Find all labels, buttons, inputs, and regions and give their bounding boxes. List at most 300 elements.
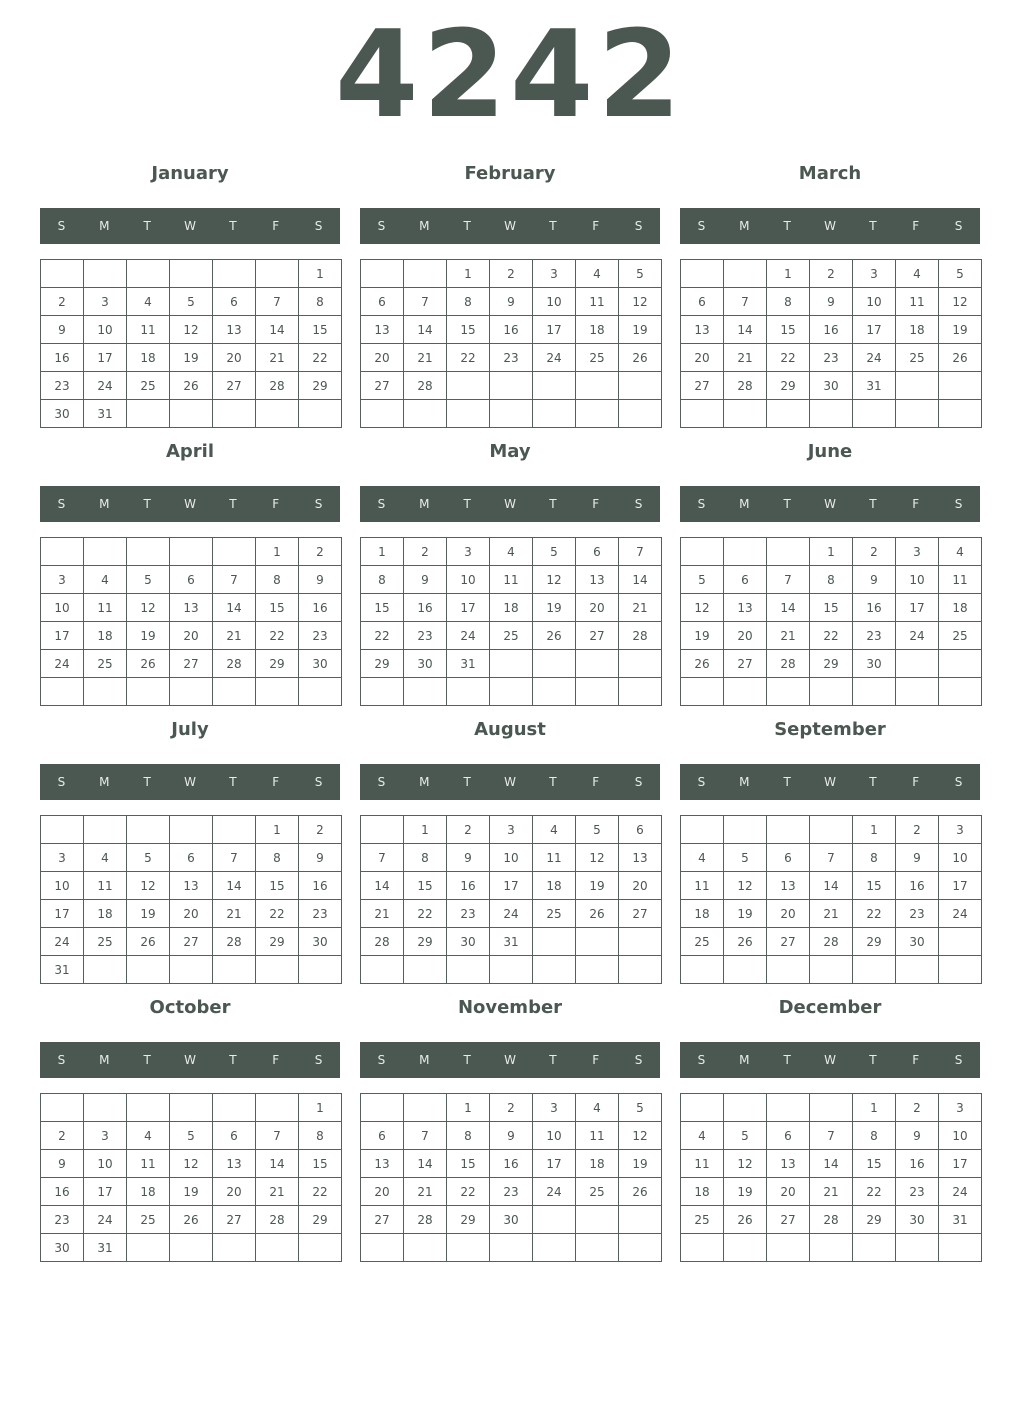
day-cell: 25 [681,1206,724,1234]
day-cell: 6 [767,844,810,872]
day-cell: 18 [896,316,939,344]
day-cell [724,816,767,844]
day-cell: 26 [170,372,213,400]
weekday-label: T [143,1053,151,1067]
weekday-label: F [592,1053,600,1067]
day-cell: 21 [619,594,662,622]
weekday-label: W [824,1053,836,1067]
day-cell: 30 [41,1234,84,1262]
day-cell [619,650,662,678]
day-cell [724,1094,767,1122]
day-cell: 14 [404,1150,447,1178]
day-cell: 9 [299,566,342,594]
week-row [41,650,342,678]
weekday-header [680,1042,980,1078]
weekday-header [360,1042,660,1078]
day-cell [619,400,662,428]
day-cell: 8 [256,844,299,872]
day-cell: 31 [490,928,533,956]
day-cell: 7 [810,1122,853,1150]
weekday-label: T [463,1053,471,1067]
day-cell [447,372,490,400]
weekday-label: S [314,1053,323,1067]
weekday-label: T [229,497,237,511]
day-cell: 24 [490,900,533,928]
day-cell: 19 [619,1150,662,1178]
day-cell: 8 [810,566,853,594]
day-cell: 11 [681,1150,724,1178]
week-row [361,1150,662,1178]
day-cell [767,956,810,984]
month-name: May [489,441,531,462]
day-cell [533,400,576,428]
week-row [41,1178,342,1206]
day-cell: 23 [490,1178,533,1206]
day-cell [681,400,724,428]
day-cell: 5 [939,260,982,288]
day-cell [767,1094,810,1122]
week-row [41,566,342,594]
day-cell: 27 [767,1206,810,1234]
day-cell [619,372,662,400]
weekday-label: T [463,497,471,511]
day-cell: 9 [490,288,533,316]
day-cell [490,956,533,984]
day-cell: 31 [447,650,490,678]
day-cell: 30 [41,400,84,428]
day-cell [213,678,256,706]
day-grid [680,815,982,984]
day-cell: 27 [767,928,810,956]
day-cell: 22 [256,622,299,650]
weekday-label: T [549,219,557,233]
week-row [361,872,662,900]
week-row [41,1206,342,1234]
weekday-label: F [912,775,920,789]
weekday-label: S [954,219,963,233]
day-cell [447,956,490,984]
weekday-label: W [504,1053,516,1067]
day-cell: 24 [853,344,896,372]
day-cell: 4 [84,566,127,594]
week-row [41,400,342,428]
day-cell: 9 [810,288,853,316]
day-cell: 31 [41,956,84,984]
week-row [681,1094,982,1122]
day-cell: 3 [853,260,896,288]
week-row [41,260,342,288]
day-cell: 24 [84,1206,127,1234]
week-row [361,1234,662,1262]
day-grid [360,537,662,706]
day-cell: 25 [84,928,127,956]
week-row [681,900,982,928]
weekday-label: M [739,1053,750,1067]
month-february [360,163,660,393]
day-cell: 14 [256,1150,299,1178]
day-cell: 25 [939,622,982,650]
weekday-label: S [57,1053,66,1067]
weekday-header [360,208,660,244]
weekday-label: S [314,219,323,233]
day-cell: 28 [256,1206,299,1234]
day-cell: 2 [447,816,490,844]
day-cell: 6 [681,288,724,316]
day-cell [213,1094,256,1122]
day-cell: 20 [767,1178,810,1206]
day-cell: 25 [681,928,724,956]
week-row [41,928,342,956]
day-cell: 26 [533,622,576,650]
day-cell: 7 [361,844,404,872]
week-row [681,872,982,900]
weekday-label: F [272,219,280,233]
month-name: March [798,163,862,184]
day-cell [256,260,299,288]
day-cell: 10 [853,288,896,316]
day-cell: 1 [447,260,490,288]
day-cell: 24 [939,1178,982,1206]
day-cell [256,956,299,984]
weekday-label: F [592,775,600,789]
day-cell: 3 [533,260,576,288]
week-row [681,1206,982,1234]
day-cell: 3 [939,816,982,844]
day-cell: 12 [681,594,724,622]
day-cell: 4 [681,1122,724,1150]
day-cell [853,1234,896,1262]
day-cell: 12 [619,1122,662,1150]
day-cell: 17 [896,594,939,622]
day-cell: 4 [681,844,724,872]
day-cell: 11 [576,288,619,316]
week-row [681,1122,982,1150]
week-row [361,1094,662,1122]
weekday-label: W [504,219,516,233]
day-cell: 7 [213,566,256,594]
day-cell: 26 [170,1206,213,1234]
day-cell [361,956,404,984]
week-row [681,816,982,844]
day-cell [361,1234,404,1262]
day-cell: 11 [127,1150,170,1178]
week-row [361,1178,662,1206]
day-cell: 23 [41,372,84,400]
day-cell [490,372,533,400]
day-cell [213,956,256,984]
day-cell [170,956,213,984]
day-cell: 13 [619,844,662,872]
day-cell: 1 [447,1094,490,1122]
day-cell: 18 [127,1178,170,1206]
day-cell [84,538,127,566]
week-row [41,288,342,316]
day-cell: 7 [767,566,810,594]
day-cell [41,678,84,706]
day-cell: 3 [939,1094,982,1122]
day-cell [681,956,724,984]
day-cell: 18 [681,1178,724,1206]
day-cell [84,260,127,288]
week-row [681,1178,982,1206]
day-grid [360,259,662,428]
day-cell: 20 [724,622,767,650]
day-cell [681,260,724,288]
day-cell: 16 [896,872,939,900]
weekday-label: S [57,775,66,789]
day-cell [810,678,853,706]
day-cell: 25 [490,622,533,650]
day-cell: 10 [533,1122,576,1150]
day-cell [127,538,170,566]
day-cell [619,1206,662,1234]
day-cell: 20 [170,900,213,928]
week-row [361,900,662,928]
weekday-label: S [377,497,386,511]
weekday-label: T [229,219,237,233]
weekday-label: S [634,1053,643,1067]
week-row [41,844,342,872]
day-cell [361,816,404,844]
day-cell [41,1094,84,1122]
day-cell: 19 [619,316,662,344]
day-cell: 26 [619,344,662,372]
day-grid [680,259,982,428]
day-cell: 27 [619,900,662,928]
week-row [41,1150,342,1178]
day-cell: 28 [256,372,299,400]
day-cell: 23 [853,622,896,650]
day-cell: 5 [533,538,576,566]
day-cell: 29 [447,1206,490,1234]
day-cell: 22 [853,1178,896,1206]
day-cell: 29 [361,650,404,678]
day-cell: 7 [619,538,662,566]
day-cell: 16 [447,872,490,900]
day-cell: 28 [724,372,767,400]
day-cell: 29 [299,372,342,400]
week-row [361,344,662,372]
day-cell: 21 [724,344,767,372]
day-cell: 16 [490,1150,533,1178]
day-cell: 10 [490,844,533,872]
day-cell: 3 [447,538,490,566]
weekday-header [40,486,340,522]
weekday-label: T [463,775,471,789]
day-cell: 29 [810,650,853,678]
day-cell [724,260,767,288]
day-cell: 15 [256,594,299,622]
day-cell: 7 [404,288,447,316]
day-cell: 25 [576,1178,619,1206]
day-cell [490,650,533,678]
day-cell [127,400,170,428]
day-cell [213,816,256,844]
month-name: February [464,163,556,184]
day-cell [896,1234,939,1262]
day-cell: 24 [939,900,982,928]
day-cell: 13 [213,316,256,344]
day-cell: 26 [724,1206,767,1234]
day-cell: 23 [896,900,939,928]
day-cell [127,260,170,288]
month-november [360,997,660,1227]
day-cell: 3 [896,538,939,566]
day-cell [404,1234,447,1262]
week-row [681,288,982,316]
day-grid [40,537,342,706]
day-cell: 2 [896,1094,939,1122]
day-cell [767,678,810,706]
day-cell [361,400,404,428]
day-cell: 24 [533,344,576,372]
day-cell: 7 [810,844,853,872]
week-row [361,816,662,844]
day-cell: 29 [256,650,299,678]
day-cell: 29 [404,928,447,956]
day-cell: 29 [767,372,810,400]
day-cell: 13 [361,1150,404,1178]
year-title: 4242 [335,6,685,145]
day-cell [213,400,256,428]
day-cell: 16 [41,1178,84,1206]
day-cell: 13 [361,316,404,344]
weekday-label: S [314,497,323,511]
day-cell [767,1234,810,1262]
day-cell: 12 [127,594,170,622]
day-cell: 19 [576,872,619,900]
day-cell [576,928,619,956]
day-cell: 30 [404,650,447,678]
day-cell [404,260,447,288]
day-cell: 19 [724,1178,767,1206]
day-cell [853,678,896,706]
day-cell: 22 [361,622,404,650]
day-cell: 21 [213,900,256,928]
day-cell: 1 [256,538,299,566]
day-cell: 24 [84,372,127,400]
weekday-label: M [739,775,750,789]
day-cell: 4 [576,260,619,288]
day-cell: 27 [213,1206,256,1234]
day-cell [127,956,170,984]
day-cell [490,1234,533,1262]
day-cell: 20 [213,344,256,372]
day-cell: 5 [681,566,724,594]
day-cell: 17 [533,1150,576,1178]
day-cell [213,260,256,288]
weekday-label: M [739,497,750,511]
day-cell: 25 [84,650,127,678]
week-row [681,1234,982,1262]
weekday-label: S [377,775,386,789]
day-cell: 16 [41,344,84,372]
day-cell [256,1094,299,1122]
day-cell: 10 [939,1122,982,1150]
day-cell: 23 [896,1178,939,1206]
day-grid [360,815,662,984]
weekday-label: T [783,775,791,789]
day-cell: 4 [533,816,576,844]
day-cell: 29 [853,928,896,956]
day-cell [576,956,619,984]
day-cell: 2 [896,816,939,844]
day-cell [576,650,619,678]
day-cell: 17 [41,622,84,650]
month-september [680,719,980,949]
day-cell: 16 [404,594,447,622]
day-cell: 15 [299,1150,342,1178]
day-cell: 18 [533,872,576,900]
day-grid [40,259,342,428]
weekday-label: T [143,775,151,789]
day-cell: 25 [127,1206,170,1234]
day-cell [213,1234,256,1262]
day-cell: 27 [681,372,724,400]
day-cell: 17 [447,594,490,622]
day-cell: 22 [810,622,853,650]
day-cell: 26 [576,900,619,928]
day-cell: 5 [724,844,767,872]
day-cell: 20 [170,622,213,650]
day-cell [84,956,127,984]
day-cell: 7 [256,288,299,316]
day-cell: 12 [619,288,662,316]
day-cell: 7 [213,844,256,872]
day-cell: 30 [810,372,853,400]
day-cell: 5 [619,260,662,288]
day-cell: 5 [724,1122,767,1150]
week-row [681,372,982,400]
weekday-label: T [549,497,557,511]
week-row [361,956,662,984]
day-cell: 21 [404,1178,447,1206]
day-cell: 28 [213,650,256,678]
month-july [40,719,340,977]
weekday-label: F [912,219,920,233]
day-cell [853,400,896,428]
day-cell [576,1206,619,1234]
day-cell: 4 [490,538,533,566]
weekday-label: S [634,775,643,789]
day-cell: 15 [447,1150,490,1178]
day-cell [810,400,853,428]
day-cell [681,678,724,706]
day-cell: 30 [447,928,490,956]
day-cell: 24 [41,650,84,678]
weekday-label: F [272,775,280,789]
day-cell: 17 [853,316,896,344]
day-cell: 11 [84,594,127,622]
day-cell: 6 [576,538,619,566]
day-cell: 18 [681,900,724,928]
day-cell: 25 [576,344,619,372]
day-cell: 19 [127,622,170,650]
day-cell: 25 [896,344,939,372]
day-cell [724,1234,767,1262]
day-cell: 5 [619,1094,662,1122]
day-cell: 30 [896,928,939,956]
day-cell: 1 [853,1094,896,1122]
day-cell: 26 [127,650,170,678]
day-cell [533,1234,576,1262]
day-cell: 8 [299,288,342,316]
day-cell: 21 [256,1178,299,1206]
day-cell: 15 [361,594,404,622]
month-april [40,441,340,671]
day-cell [810,1234,853,1262]
day-cell: 20 [361,344,404,372]
